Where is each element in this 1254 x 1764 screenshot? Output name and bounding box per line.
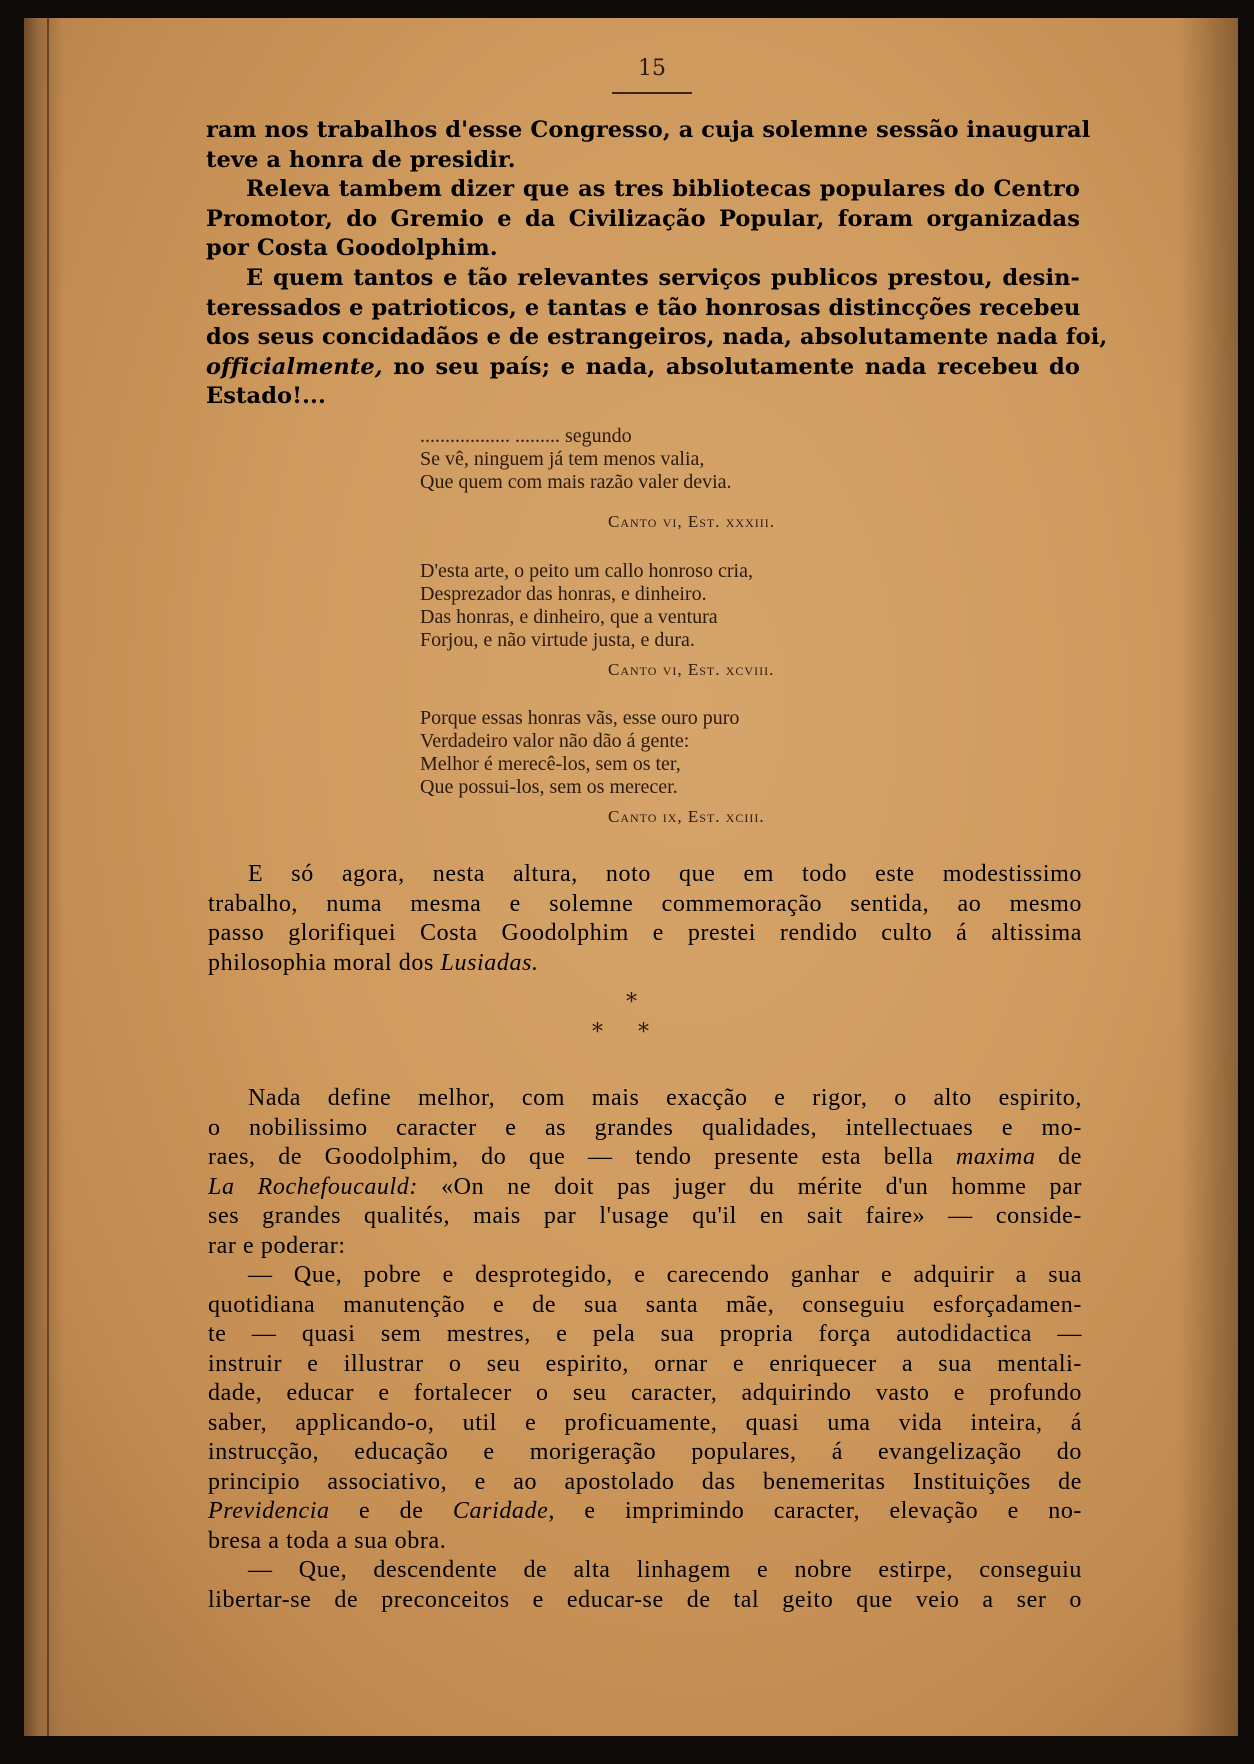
verse-line: Que possui-los, sem os merecer. [420,776,678,798]
asterism-bottom: * * [592,1020,649,1045]
text-line: libertar-se de preconceitos e educar-se de tal geito que veio a ser o [208,1586,1082,1613]
text-line: teve a honra de presidir. [206,146,516,173]
paragraph-servicos [206,264,1108,412]
verse-line: .................. ......... segundo [420,425,632,447]
text-line: Estado!... [206,383,326,409]
verse-quote-1 [420,425,732,494]
text-line: — Que, pobre e desprotegido, e carecendo ganhar e adquirir a sua [248,1262,1082,1288]
text-line: Nada define melhor, com mais exacção e rigor, o alto espirito, [248,1085,1082,1111]
verse-line: Desprezador das honras, e dinheiro. [420,583,707,605]
text-line: teressados e patrioticos, e tantas e tão honrosas distincções recebeu [206,294,1081,321]
verse-line: Se vê, ninguem já tem menos valia, [420,448,705,470]
text-line: officialmente, no seu país; e nada, absolutamente nada recebeu do [206,353,1080,380]
text-line: raes, de Goodolphim, do que — tendo presente esta bella maxima de [208,1144,1083,1170]
text-line: trabalho, numa mesma e solemne commemoração sentida, ao mesmo [208,890,1082,917]
text-line: philosophia moral dos Lusiadas. [208,949,539,976]
text-line: bresa a toda a sua obra. [208,1527,447,1554]
scanned-page [24,18,1238,1736]
page-number-underline [612,92,692,94]
text-line: te — quasi sem mestres, e pela sua propria força autodidactica — [208,1321,1082,1347]
text-line: rar e poderar: [208,1232,346,1259]
text-line: passo glorifiquei Costa Goodolphim e prestei rendido culto á altissima [208,920,1082,946]
text-line: Promotor, do Gremio e da Civilização Popular, foram organizadas [206,205,1080,232]
text-line: quotidiana manutenção e de sua santa mãe, conseguiu esforçadamen- [208,1291,1082,1318]
verse-quote-2 [420,560,753,652]
verse-citation-3: Canto ix, Est. xciii. [608,807,765,826]
text-line: Previdencia e de Caridade, e imprimindo caracter, elevação e no- [208,1498,1083,1524]
text-line: E quem tantos e tão relevantes serviços publicos prestou, desin- [246,265,1080,291]
text-line: instrucção, educação e morigeração populares, á evangelização do [208,1439,1082,1465]
asterism-top: * [626,990,637,1015]
verse-line: Melhor é merecê-los, sem os ter, [420,753,681,775]
verse-line: Forjou, e não virtude justa, e dura. [420,629,695,651]
verse-line: Porque essas honras vãs, esse ouro puro [420,707,740,729]
text-line: o nobilissimo caracter e as grandes qualidades, intellectuaes e mo- [208,1114,1082,1141]
verse-quote-3 [420,707,739,799]
page-number: 15 [638,56,666,81]
text-line: por Costa Goodolphim. [206,235,498,261]
paragraph-bibliotecas [206,175,1080,264]
text-line: ses grandes qualités, mais par l'usage qu'il en sait faire» — conside- [208,1203,1082,1229]
binding-edge [47,18,49,1736]
text-line: principio associativo, e ao apostolado das benemeritas Instituições de [208,1468,1082,1495]
text-line: dade, educar e fortalecer o seu caracter, adquirindo vasto e profundo [208,1380,1082,1406]
text-line: dos seus concidadãos e de estrangeiros, nada, absolutamente nada foi, [206,324,1108,350]
text-line: instruir e illustrar o seu espirito, ornar e enriquecer a sua mentali- [208,1350,1082,1377]
verse-citation-2: Canto vi, Est. xcviii. [608,660,775,679]
text-line: Releva tambem dizer que as tres bibliotecas populares do Centro [246,176,1080,202]
paragraph-lusiadas [208,860,1082,978]
text-line: saber, applicando-o, util e proficuamente, quasi uma vida inteira, á [208,1409,1082,1436]
verse-citation-1: Canto vi, Est. xxxiii. [608,512,775,531]
paragraph-congresso [206,116,1091,175]
paragraph-rochefoucauld [208,1084,1082,1261]
verse-line: Das honras, e dinheiro, que a ventura [420,606,718,628]
paragraph-descendente [208,1556,1082,1615]
paragraph-pobre-desprotegido [208,1261,1082,1556]
verse-line: Verdadeiro valor não dão á gente: [420,730,690,752]
text-line: E só agora, nesta altura, noto que em todo este modestissimo [248,861,1082,887]
text-line: La Rochefoucauld: «On ne doit pas juger du mérite d'un homme par [208,1173,1082,1200]
text-line: — Que, descendente de alta linhagem e nobre estirpe, conseguiu [248,1557,1082,1583]
text-line: ram nos trabalhos d'esse Congresso, a cuja solemne sessão inaugural [206,117,1091,143]
verse-line: D'esta arte, o peito um callo honroso cria, [420,560,753,582]
verse-line: Que quem com mais razão valer devia. [420,471,732,493]
